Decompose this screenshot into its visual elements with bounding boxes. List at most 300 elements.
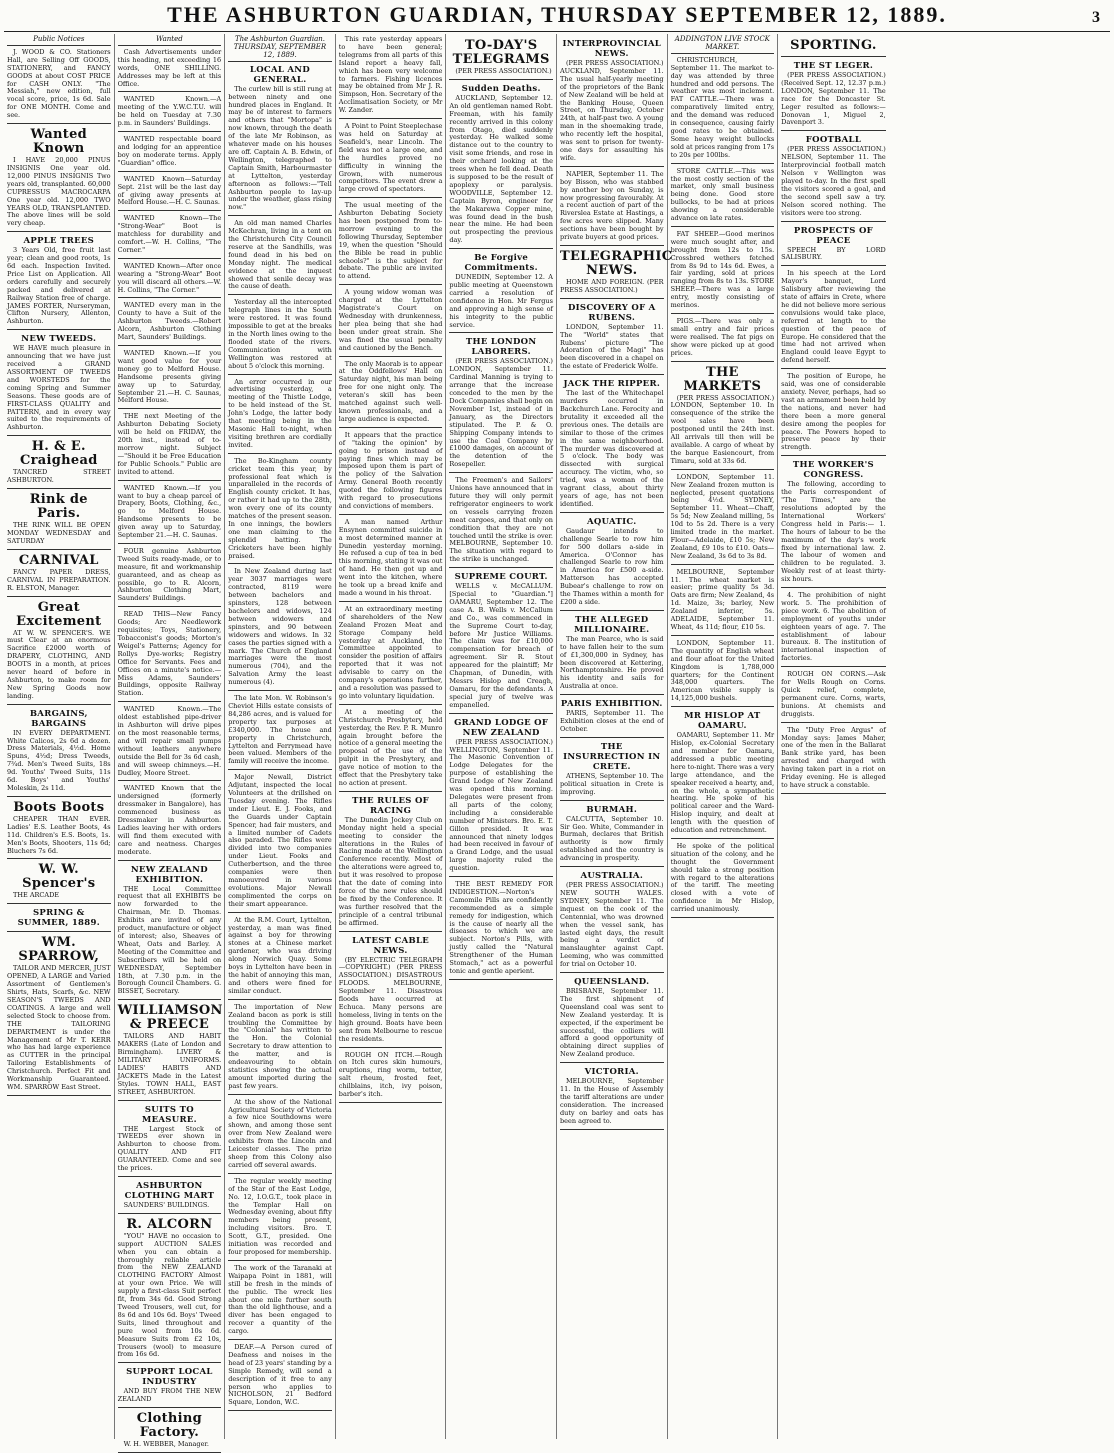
divider — [339, 1102, 443, 1103]
article-block — [118, 302, 222, 346]
divider — [449, 979, 553, 980]
article-text: (PER PRESS ASSOCIATION.) WELLINGTON, September 11. The Masonic Convention of Lodge Delegates for the purpose of establishing the Grand Lodge of New Zealand was opened this morning. Delegates were present from all parts of the colony, including a considerable number of Ministers. Bro. E. T. Gillon presided. It was announced that ninety lodges had been received in favour of a Grand Lodge, and the usual large majority ruled the question. — [449, 737, 553, 873]
article-text: BRISBANE, September 11. The first shipment of Queensland coal was sent to New Zealand yesterday. It is expected, if the experiment be successful, the colliers will afford a good opportunity of obtaining direct supplies of New Zealand produce. — [559, 987, 664, 1059]
article-block — [118, 413, 222, 480]
article-block — [560, 303, 664, 375]
article-text: FOUR genuine Ashburton Tweed Suits ready-made, or to measure, fit and workmanship guaranteed, and as cheap as possible, go to R. Alcorn, Ashburton Clothing Mart, Saunders' Buildings. — [117, 546, 222, 603]
article-text: J. WOOD & CO. Stationers Hall, are Selling Off GOODS, STATIONERY, and FANCY GOODS at about COST PRICE for CASH ONLY. "The Messiah," new edition, full vocal score, price, 1s 6d. Sale for ONE MONTH. Come and see. — [7, 47, 111, 120]
divider — [339, 791, 443, 792]
article-block — [7, 236, 111, 330]
article-text: CHEAPER THAN EVER. Ladies' E.S. Leather Boots, 4s 11d. Children's E.S. Boots, 1s. Men's Boots, Shooters, 11s 6d; Bluchers 7s 6d. — [7, 814, 111, 855]
divider — [449, 567, 553, 568]
divider — [118, 1213, 222, 1214]
article-text: The only Maorab is to appear at the Oddfellows' Hall on Saturday night, his man being free for one night only. The veteran's skill has been matched against such well-known professionals, and a large audience is expected. — [338, 359, 443, 423]
article-text: At an extraordinary meeting of shareholders of the New Zealand Frozen Meat and Storage Company held yesterday at Auckland, the Committee appointed to consider the position of affairs reported that it was not advisable to carry on the company's operations further, and a resolution was passed to go into voluntary liquidation. — [338, 604, 443, 700]
article-block — [7, 440, 111, 489]
article-block — [228, 917, 332, 1000]
article-block — [118, 176, 222, 212]
article-heading: PROSPECTS OF PEACE — [793, 225, 873, 246]
divider — [449, 248, 553, 249]
divider — [228, 1094, 332, 1095]
divider — [339, 356, 443, 357]
divider — [118, 131, 222, 132]
article-heading: BURMAH. — [586, 804, 638, 815]
article-text: (BY ELECTRIC TELEGRAPH—COPYRIGHT.) (PER PRESS ASSOCIATION.) DISASTROUS FLOODS. MELBOURNE, September 11. Disastrous floods have occurred at Echuca. Many persons are homeless, living in tents on the high ground. Boats have been sent from Melbourne to rescue the residents. — [338, 955, 443, 1043]
article-block — [118, 136, 222, 172]
divider — [781, 368, 886, 369]
article-text: "YOU" HAVE no occasion to support AUCTION SALES when you can obtain a thoroughly reliable article from the NEW ZEALAND CLOTHING FACTORY Almost at your own Price. We will supply a first-class Suit perfect fit, from 34s 6d. Good Strong Tweed Trousers, well cut, for 8s 6d and 10s 6d. Boys' Tweed Suits, lined throughout and pure wool from 10s 6d. Measure Suits from £2 10s, Trousers (wool) to measure from 16s 6d. — [117, 1231, 222, 1359]
article-heading: TO-DAY'S TELEGRAMS — [452, 38, 550, 67]
divider — [228, 215, 332, 216]
article-block — [781, 226, 886, 267]
article-heading: Boots Boots — [13, 799, 105, 815]
article-heading: CARNIVAL — [18, 552, 99, 568]
article-text: At a meeting of the Christchurch Presbytery, held yesterday, the Rev. P. R. Munro again brought before the notice of a general meeting the proposal of the use of the pulpit in the Presbytery, and gave notice of motion to the effect that the Presbytery take no action at present. — [338, 707, 443, 787]
article-block — [671, 711, 775, 839]
article-text: WANTED Known—The "Strong-Wear" Boot is matchless for durability and comfort.—W. H. Collins, "The Corner." — [117, 214, 222, 254]
article-block — [671, 318, 775, 362]
article-block — [228, 1265, 332, 1340]
divider — [118, 1176, 222, 1177]
article-text: MELBOURNE, September 11. In the House of Assembly the tariff alterations are under consideration. The increased duty on barley and oats has been agreed to. — [559, 1077, 664, 1125]
article-text: THE Local Committee request that all EXHIBITS be now forwarded to the Chairman, Mr. D. Thomas. Exhibits are invited of any product, manufacture or object of interest; also, Sheaves of Wheat, Oats and Barley. A Meeting of the Committee and Subscribers will be held on WEDNESDAY, September 18th, at 7.30 p.m. in the Borough Council Chambers. G. BISSET, Secretary. — [117, 884, 222, 996]
article-text: Yesterday all the intercepted telegraph lines in the South were restored. It was found impossible to get at the breaks in the North lines owing to the flooded state of the rivers. Communication with Wellington was restored at about 5 o'clock this morning. — [228, 298, 332, 370]
article-block — [781, 460, 886, 588]
divider — [671, 361, 775, 362]
article-heading: QUEENSLAND. — [574, 977, 650, 988]
article-block — [7, 863, 111, 904]
article-block — [7, 128, 111, 232]
article-text: (PER PRESS ASSOCIATION.) NEW SOUTH WALES. SYDNEY, September 11. The inquest on the cook of the Centennial, who was drowned when the vessel sank, has lasted eight days, the result being a verdict of manslaughter against Capt. Leeming, who was committed for trial on October 10. — [559, 881, 664, 969]
article-text: ROUGH ON ITCH.—Rough on Itch cures skin humours, eruptions, ring worm, tetter, salt rheum, frosted feet, chilblains, itch, ivy poison, barber's itch. — [338, 1050, 443, 1099]
newspaper-title: THE ASHBURTON GUARDIAN, THURSDAY SEPTEMBER 12, 1889. — [167, 2, 947, 27]
article-heading: THE INSURRECTION IN CRETE. — [563, 741, 661, 772]
article-text: At the show of the National Agricultural Society of Victoria a few nice Southdowns were shown, and among those sent over from New Zealand were exhibits from the Lincoln and Leicester classes. The prize sheep from this Colony also carried off several awards. — [228, 1097, 332, 1169]
article-block — [781, 39, 886, 57]
column-heading: Public Notices — [7, 36, 111, 46]
divider — [781, 265, 886, 266]
article-block — [118, 350, 222, 409]
article-text: W. H. WEBBER, Manager. — [123, 1440, 209, 1449]
article-heading: WILLIAMSON & PREECE — [117, 1003, 223, 1033]
article-text: The man Pearce, who is said to have fallen heir to the sum of £1,300,000 in Sydney, has been discovered at Kettering, Northamptonshire. He proved his identity and sails for Australia at once. — [559, 634, 664, 691]
article-text: WANTED Known that the undersigned (formerly dressmaker in Bangalore), has commenced business as Dressmaker in Ashburton. Ladies leaving her with orders will find them executed with care and neatness. Charges moderate. — [117, 784, 222, 856]
article-text: WANTED Known.—If you want to buy a cheap parcel of Drapery, Boots, Clothing, &c., go to Melford House. Handsome presents to be given away up to Saturday, September 21.—H. C. Saunas. — [117, 483, 222, 540]
article-block — [559, 248, 673, 299]
divider — [7, 796, 111, 797]
divider — [339, 118, 443, 119]
article-block — [339, 709, 443, 792]
article-text: (PER PRESS ASSOCIATION.) LONDON, September 11. Cardinal Manning is trying to arrange that the increase conceded to the men by the Dock Companies shall begin on November 1st, instead of in January, as the Directors stipulated. The P. & O. Shipping Company intends to use the Coal Company by £1000 damages, on account of the detention of the Rosepeller. — [449, 357, 553, 469]
divider — [339, 704, 443, 705]
divider — [560, 800, 664, 801]
article-block — [339, 123, 443, 198]
divider — [228, 690, 332, 691]
divider — [7, 549, 111, 550]
article-text: THE ARCADE — [13, 891, 60, 900]
article-block — [7, 493, 111, 550]
divider — [671, 706, 775, 707]
article-text: Gaudaur intends to challenge Searle to row him for 500 dollars a-side in America. O'Connor has challenged Searle to row him in America for £500 a-side. Matterson has accepted Bubear's challenge to row on the Thames within a month for £200 a side. — [559, 526, 664, 606]
divider — [449, 713, 553, 714]
article-heading: TELEGRAPHIC NEWS. — [559, 248, 673, 278]
divider — [339, 197, 443, 198]
divider — [118, 860, 222, 861]
article-text: WANTED respectable board and lodging for an apprentice boy on moderate terms. Apply "Guardian" office. — [117, 135, 222, 167]
divider — [671, 226, 775, 227]
article-block — [118, 1004, 222, 1100]
article-block — [118, 1105, 222, 1177]
article-block — [118, 215, 222, 259]
divider — [118, 171, 222, 172]
article-text: The regular weekly meeting of the Star of the East Lodge, No. 12, I.O.G.T., took place in the Templar Hall on Wednesday evening, about fifty members being present, including visitors. Bro. T. Scott, G.T., presided. One initiation was recorded and four proposed for membership. — [228, 1176, 332, 1256]
article-text: (PER PRESS ASSOCIATION.) (Received Sept. 12, 12.37 p.m.) LONDON, September 11. The race for the Doncaster St. Leger resulted as follows:— Donovan 1, Miguel 2, Davenport 3. — [781, 71, 886, 127]
article-text: (PER PRESS ASSOCIATION.) AUCKLAND, September 11. The usual half-yearly meeting of the proprietors of the Bank of New Zealand will be held at the Banking House, Queen Street, on Thursday, October 24th, at half-past two. A young man in the shoemaking trade, who recently left the hospital, was sent to prison for twenty-one days for assaulting his wife. — [559, 59, 664, 162]
divider — [560, 245, 664, 246]
article-block — [7, 334, 111, 436]
divider — [449, 472, 553, 473]
article-block — [560, 39, 664, 167]
article-heading: DISCOVERY OF A RUBENS. — [567, 302, 656, 323]
divider — [671, 469, 775, 470]
article-text: MELBOURNE, September 11. The wheat market is easier; prime quality 5s 3d. Oats are firm; New Zealand, 4s 1d. Maize, 3s; barley, New Zealand inferior, 5s. ADELAIDE, September 11. Wheat, 4s 11d; flour, £10 5s. — [670, 567, 775, 631]
article-heading: THE RULES OF RACING — [352, 795, 430, 816]
divider — [7, 931, 111, 932]
article-block — [560, 379, 664, 513]
article-text: A young widow woman was charged at the Lyttelton Magistrate's Court on Wednesday with drunkenness, her plea being that she had been under great strain. She was fined the usual penalty and cautioned by the Bench. — [338, 288, 443, 352]
article-text: Cash Advertisements under this heading, not exceeding 16 words, ONE SHILLING. Addresses may be left at this Office. — [117, 47, 222, 88]
article-block — [228, 299, 332, 374]
article-text: LONDON, September 11. The "World" states that Rubens' picture "The Adoration of the Magi" has been discovered in a chapel on the estate of Frederick Wolfe. — [559, 322, 664, 371]
article-text: The importation of New Zealand bacon as pork is still troubling the Committee by the "Colonial" has written to the Hon. the Colonial Secretary to draw attention to the matter, and is endeavouring to obtain statistics showing the actual amount imported during the past few years. — [228, 1002, 332, 1090]
article-heading: SUPREME COURT. — [454, 572, 548, 583]
article-text: A Point to Point Steeplechase was held on Saturday at Seafield's, near Lincoln. The field was not a large one, and the hurdles proved no difficulty in winning the Grown, with numerous competitors. The event drew a large crowd of spectators. — [338, 122, 443, 194]
column-heading: Wanted — [118, 36, 222, 46]
article-text: FAT SHEEP.—Good merinos were much sought after, and brought from 12s to 15s. Crossbred wethers fetched from 8s 9d to 14s 6d. Ewes, a fair yarding, sold at prices ranging from 8s to 13s. STORE SHEEP.—There was a large entry, mostly consisting of merinos. — [670, 229, 775, 310]
article-block — [228, 1344, 332, 1411]
article-block — [449, 477, 553, 568]
divider — [671, 838, 775, 839]
divider — [118, 1407, 222, 1408]
article-block — [781, 270, 886, 369]
article-text: WELLS v. McCALLUM. [Special to "Guardian."] OAMARU, September 12. The case A. B. Wells v. McCallum and Co., was commenced in the Supreme Court to-day, before Mr Justice Williams. The claim was for £10,000 compensation for breach of agreement. Sir R. Stout appeared for the plaintiff; Mr Chapman, of Dunedin, with Messrs Hislop and Creagh, Oamaru, for the defendants. A special jury of twelve was empanelled. — [449, 582, 553, 709]
divider — [7, 903, 111, 904]
divider — [560, 737, 664, 738]
article-text: SAUNDERS' BUILDINGS. — [123, 1200, 210, 1209]
divider — [560, 374, 664, 375]
article-block — [228, 695, 332, 770]
article-heading: ASHBURTON CLOTHING MART — [124, 1180, 215, 1201]
divider — [339, 284, 443, 285]
divider — [118, 258, 222, 259]
article-block — [671, 843, 775, 918]
article-text: WANTED Known.—A meeting of the Y.W.C.T.U. will be held on Tuesday at 7.30 p.m. in Saunders' Buildings. — [117, 95, 222, 128]
article-heading: R. ALCORN — [126, 1216, 213, 1232]
divider — [118, 210, 222, 211]
divider — [118, 543, 222, 544]
article-block — [560, 517, 664, 611]
article-text: CALCUTTA, September 10. Sir Geo. White, Commander in Burmah, declares that British authority is now firmly established and the country is advancing in prosperity. — [559, 814, 664, 863]
article-text: The Bo-Kingham county cricket team this year, by professional feat which is unparalleled in the records of English county cricket. It has, or rather it had up to the 28th, won every one of its county matches of the present season. In one innings, the bowlers one man claiming to the splendid batting. The Cricketers have been highly praised. — [228, 456, 332, 560]
divider — [339, 514, 443, 515]
article-text: An error occurred in our advertising yesterday, a meeting of the Thistle Lodge, to be held instead of the St. John's Lodge, the latter body that meeting being in the Masonic Hall to-night, when visiting brethren are cordially invited. — [228, 377, 332, 449]
article-text: HOME AND FOREIGN. (PER PRESS ASSOCIATION.) — [559, 277, 664, 294]
article-block — [228, 379, 332, 454]
article-block — [228, 65, 332, 217]
divider — [228, 1410, 332, 1411]
article-text: The curlew bill is still rung at between ninety and one hundred places in England. It may be of interest to farmers and others that "Mortopa" is now known, through the death of the late Mr Robinson, as whatever made on his houses are off. Captain A. B. Edwin, of Wellington, telegraphed to Captain Smith, Harbourmaster at Lyttelton, yesterday afternoon as follows:—"Tell Ashburton people to lay-up under the weather, glass rising now." — [228, 84, 332, 212]
article-block — [339, 1052, 443, 1103]
article-block — [118, 1412, 222, 1453]
article-block — [7, 936, 111, 1096]
article-text: OAMARU, September 11. Mr Hislop, ex-Colonial Secretary and member for Oamaru, addressed a public meeting here to-night. There was a very large attendance, and the speaker received a hearty, and, on the whole, a sympathetic hearing. He spoke of his political career and the Ward-Hislop inquiry, and dealt at length with the question of education and retrenchment. — [670, 731, 775, 835]
divider — [7, 858, 111, 859]
divider — [228, 453, 332, 454]
article-block — [560, 1067, 664, 1129]
column-8 — [778, 34, 889, 1439]
article-text: It appears that the practice of "taking the opinion" by going to prison instead of paying fines which may be imposed upon them is part of the policy of the Salvation Army. General Booth recently quoted the following figures with regard to prosecutions and convictions of members. — [338, 430, 443, 510]
article-block — [560, 805, 664, 867]
divider — [118, 297, 222, 298]
article-heading: WM. SPARROW, — [18, 935, 100, 965]
article-heading: Sudden Deaths. — [461, 83, 541, 94]
column-5 — [446, 34, 557, 1439]
article-text: AUCKLAND, September 12. An old gentleman named Robt. Freeman, with his family recently arrived in this colony from Otago, died suddenly yesterday. He walked some distance out to the country to visit some friends, and rose in their orchard looking at the trees when he fell dead. Death is supposed to be the result of apoplexy or paralysis. WOODVILLE, September 12. Captain Byron, engineer for the Makarewa Copper mine, was found dead in the bush near the mine. He had been out prospecting the previous day. — [449, 93, 553, 245]
article-block — [228, 458, 332, 565]
article-block — [118, 1218, 222, 1364]
article-text: READ THIS—New Fancy Goods; Arc Needlework requisites; Toys, Stationery, Tobacconist's goods; Morton's Weigel's Patterns; Agency for Rollys Dye-works; Registry Office for Servants. Fees and Offices on a minute's notice.—Miss Adams, Saunders' Buildings, opposite Railway Station. — [117, 610, 222, 698]
divider — [449, 876, 553, 877]
article-text: A man named Arthur Ensynen committed suicide in a most determined manner at Dunedin yesterday morning. He refused a cup of tea in bed this morning, stating it was out of hand. He then got up and went into the kitchen, where he took up a bread knife and made a wound in his throat. — [338, 517, 443, 597]
article-block — [449, 572, 553, 714]
divider — [560, 512, 664, 513]
divider — [781, 587, 886, 588]
article-block — [560, 699, 664, 738]
article-block — [228, 774, 332, 912]
article-heading: SUITS TO MEASURE. — [141, 1104, 197, 1125]
article-heading: SPRING & SUMMER, 1889. — [17, 908, 100, 929]
columns-container — [4, 34, 1110, 1449]
divider — [228, 294, 332, 295]
article-block — [7, 709, 111, 797]
divider — [118, 701, 222, 702]
divider — [449, 332, 553, 333]
article-block — [118, 1181, 222, 1214]
article-text: SPEECH BY LORD SALISBURY. — [781, 245, 886, 262]
article-block — [339, 202, 443, 285]
masthead — [4, 2, 1110, 32]
article-block — [7, 801, 111, 860]
article-block — [118, 1367, 222, 1408]
divider — [781, 666, 886, 667]
divider — [7, 488, 111, 489]
article-block — [339, 936, 443, 1048]
divider — [671, 313, 775, 314]
divider — [339, 1047, 443, 1048]
divider — [228, 563, 332, 564]
article-text: THE Largest Stock of TWEEDS ever shown in Ashburton to choose from. QUALITY AND FIT GUARANTEED. Come and see the prices. — [117, 1124, 222, 1173]
article-text: This rate yesterday appears to have been general; telegrams from all parts of this Island report a heavy fall, which has been very welcome to farmers. Fishing licences may be obtained from Mr J. R. Simpson, Hon. Secretary of the Acclimatisation Society, or Mr W. Zander. — [338, 35, 443, 115]
article-heading: H. & E. Craighead — [20, 439, 98, 469]
divider — [118, 91, 222, 92]
article-text: The work of the Taranaki at Waipapa Point in 1881, will still be fresh in the minds of the public. The wreck lies about one mile further south than the old lighthouse, and a diver has been engaged to recover a quantity of the cargo. — [228, 1263, 332, 1336]
divider — [7, 435, 111, 436]
article-block — [339, 36, 443, 119]
article-block — [118, 865, 222, 1001]
article-text: Major Newall, District Adjutant, inspected the local Volunteers at the drillshed on Tuesday evening. The Rifles under Lieut. E. J. Fooks, and the Guards under Captain Spencer, had fair musters, and a limited number of Cadets also paraded. The Rifles were divided into two companies under Lieut. Fooks and Cutherbertson, and the three companies were then manoeuvred in various evolutions. Major Newall complimented the corps on their smart appearance. — [228, 773, 332, 908]
column-4 — [336, 34, 447, 1439]
article-block — [671, 640, 775, 707]
article-heading: SPORTING. — [790, 38, 877, 53]
article-heading: AUSTRALIA. — [580, 871, 644, 882]
divider — [560, 298, 664, 299]
article-block — [671, 168, 775, 227]
article-block — [339, 519, 443, 602]
article-text: THE next Meeting of the Ashburton Debating Society will be held on FRIDAY, the 20th inst., instead of to-morrow night. Subject—"Should it be Free Education for Public Schools." Public are invited to attend. — [117, 412, 222, 476]
article-block — [118, 49, 222, 93]
article-text: The Dunedin Jockey Club on Monday night held a special meeting to consider the alterations in the Rules of Racing made at the Wellington Conference recently. Most of the alterations were agreed to, but it was resolved to propose that the date of coming into force of the new rules should be fixed by the Conference. It was further resolved that the principle of a central tribunal be affirmed. — [338, 815, 443, 927]
article-text: The following, according to the Paris correspondent of "The Times," are the resolutions adopted by the International Workers' Congress held in Paris:— 1. The hours of labour to be the maximum of the day's work fixed by international law. 2. The labour of women and children to be regulated. 3. Weekly rest of at least thirty-six hours. — [781, 480, 886, 584]
divider — [671, 635, 775, 636]
divider — [781, 722, 886, 723]
article-heading: THE MARKETS — [683, 364, 762, 394]
article-text: LONDON, September 11. New Zealand frozen mutton is neglected, present quotations being 4½d. SYDNEY, September 11. Wheat—Chaff, 5s 5d; New Zealand milling, 5s 10d to 5s 2d. There is a very limited trade in the market. Flour—Adelaide, £10 5s; New Zealand, £9 10s to £10. Oats—New Zealand, 3s 6d to 3s 8d. — [670, 472, 775, 560]
article-heading: AQUATIC. — [586, 516, 637, 527]
divider — [781, 221, 886, 222]
article-text: PIGS.—There was only a small entry and fair prices were realised. The fat pigs on show were picked up at good prices. — [670, 317, 775, 357]
article-block — [449, 337, 553, 473]
article-block — [118, 548, 222, 607]
article-block — [339, 606, 443, 705]
article-text: WANTED Known.—The oldest established pipe-driver in Ashburton will drive pipes on the most reasonable terms, and will repair small pumps without leathers anywhere outside the Bell for 3s 6d cash, and will sweep chimneys.—H. Dudley, Moore Street. — [117, 705, 222, 777]
article-block — [228, 568, 332, 691]
article-heading: NEW ZEALAND EXHIBITION. — [130, 864, 208, 885]
article-text: AT W. W. SPENCER'S. WE must Clear at an enormous Sacrifice £2000 worth of DRAPERY, CLOTHING, AND BOOTS in a month, at prices never heard of before in Ashburton, to make room for New Spring Goods now landing. — [7, 628, 111, 700]
article-block — [118, 785, 222, 860]
divider — [118, 1100, 222, 1101]
divider — [118, 480, 222, 481]
article-block — [7, 554, 111, 597]
article-text: At the R.M. Court, Lyttelton, yesterday, a man was fined against a boy for throwing stones at a Chinese market gardener, who was driving along Norwich Quay. Some boys in Lyttelton have been in the habit of annoying this man, and others were fined for similar conduct. — [228, 915, 332, 995]
article-block — [228, 1178, 332, 1261]
article-block — [449, 39, 553, 80]
article-block — [449, 253, 553, 333]
divider — [118, 999, 222, 1000]
article-heading: SUPPORT LOCAL INDUSTRY — [126, 1367, 213, 1388]
article-text: THE BEST REMEDY FOR INDIGESTION.—Norton's Camomile Pills are confidently recommended as a simple remedy for indigestion, which is the cause of nearly all the diseases to which we are subject. Norton's Pills, with justly called the "Natural Strengthener of the Human Stomach," act as a powerful tonic and gentle aperient. — [449, 880, 553, 975]
article-block — [560, 871, 664, 973]
divider — [560, 972, 664, 973]
divider — [228, 1173, 332, 1174]
article-block — [781, 671, 886, 722]
article-block — [7, 49, 111, 124]
article-text: In his speech at the Lord Mayor's banquet, Lord Salisbury after reviewing the state of affairs in Crete, where he did not believe more serious convulsions would take place, referred at length to the question of the peace of Europe. He considered that the time had not arrived when England could leave Egypt to defend herself. — [781, 269, 886, 365]
divider — [228, 374, 332, 375]
article-text: TAILORS AND HABIT MAKERS (Late of London and Birmingham). LIVERY & MILITARY UNIFORMS. LADIES' HABITS AND JACKETS Made in the Latest Styles. TOWN HALL, EAST STREET, ASHBURTON. — [117, 1032, 222, 1096]
article-text: WANTED Known—Saturday Sept. 21st will be the last day of giving away presents at Melford House.—H. C. Saunas. — [117, 174, 222, 207]
article-text: The usual meeting of the Ashburton Debating Society has been postponed from to-morrow evening to the following Thursday, September 19, when the question "Should the Bible be read in public schools?" is the subject for debate. The public are invited to attend. — [338, 201, 443, 281]
divider — [7, 1095, 111, 1096]
divider — [781, 793, 886, 794]
article-text: IN EVERY DEPARTMENT. White Calicos, 2s 6d a dozen. Dress Materials, 4½d. Home Spuns, 4½d; Dress Tweeds, 7¾d. Men's Tweed Suits, 18s 9d. Youths' Tweed Suits, 11s 6d. Boys' and Youths' Moleskin, 2s 11d. — [7, 728, 111, 792]
article-text: AND BUY FROM THE NEW ZEALAND — [117, 1387, 222, 1404]
article-block — [560, 171, 664, 246]
column-6 — [557, 34, 673, 1439]
article-block — [7, 601, 111, 705]
article-block — [449, 84, 553, 249]
divider — [671, 163, 775, 164]
divider — [118, 606, 222, 607]
divider — [671, 917, 775, 918]
article-text: WANTED every man in the County to have a Suit of the Ashburton Tweeds.—Robert Alcorn, Ashburton Clothing Mart, Saunders' Buildings. — [117, 301, 222, 342]
divider — [118, 345, 222, 346]
article-text: STORE CATTLE.—This was the most costly section of the market, only small business being done. Good store bullocks, to be had at prices showing a considerable advance on late rates. — [670, 166, 775, 223]
article-block — [228, 1004, 332, 1095]
article-text: THE RINK WILL BE OPEN MONDAY WEDNESDAY and SATURDAY — [7, 521, 111, 545]
article-heading: Rink de Paris. — [29, 492, 88, 522]
article-block — [228, 1099, 332, 1174]
column-heading: ADDINGTON LIVE STOCK MARKET. — [671, 36, 775, 54]
article-text: 3 Years Old, free fruit last year; clean and good roots, 1s 6d each. Inspection Invited. Price List on Application. All orders carefully and securely packed and delivered at Railway Station free of charge. JAMES FORTER, Nurseryman, Clifton Nursery, Allenton, Ashburton. — [7, 246, 111, 326]
article-text: (PER PRESS ASSOCIATION.) NELSON, September 11. The Interprovincial football match Nelson v Wellington was played to-day. In the first spell the visitors scored a goal, and the second spell saw a try. Nelson scored nothing. The visitors were too strong. — [781, 145, 886, 217]
article-heading: THE WORKER'S CONGRESS. — [792, 460, 874, 481]
article-text: TAILOR AND MERCER, JUST OPENED, A LARGE and Varied Assortment of Gentlemen's Shirts, Hats, Scarfs, &c. NEW SEASON'S TWEEDS AND COATINGS. A large and well selected Stock to choose from. THE TAILORING DEPARTMENT is under the Management of Mr T. KERR who has had large experience as CUTTER in the principal Tailoring Establishments of Christchurch. Perfect Fit and Workmanship Guaranteed. WM. SPARROW East Street. — [7, 964, 111, 1091]
article-block — [339, 361, 443, 428]
article-block — [560, 742, 664, 801]
article-text: The Freemen's and Sailors' Unions have announced that in future they will only permit refrigerator engineers to work on vessels carrying frozen meat cargoes, and that only on condition that they are not touched until the strike is over. MELBOURNE, September 10. The situation with regard to the strike is unchanged. — [449, 476, 553, 564]
article-block — [781, 373, 886, 456]
article-text: CHRISTCHURCH, September 11. The market to-day was attended by three hundred and odd persons. The weather was most inclement. FAT CATTLE.—There was a comparatively limited entry, and the demand was reduced in consequence, causing fairly good rates to be obtained. Some heavy weight bullocks sold at prices ranging from 17s to 20s per 100lbs. — [670, 55, 775, 159]
article-text: WANTED Known—After once wearing a "Strong-Wear" Boot you will discard all others.—W. H. Collins, "The Corner." — [117, 261, 222, 294]
article-text: The position of Europe, he said, was one of considerable anxiety. Never, perhaps, had so vast an armament been held by the nations, and never had there been a more general desire among the peoples for peace. The Powers hoped to preserve peace by their strength. — [781, 372, 886, 452]
article-block — [118, 263, 222, 299]
article-text: TANCRED STREET ASHBURTON. — [7, 468, 111, 485]
article-text: LONDON, September 11. The quantity of English wheat and flour afloat for the United Kingdom is 1,788,000 quarters; for the Continent 348,000 quarters. The American visible supply is 14,125,000 bushels. — [670, 638, 775, 703]
article-text: NAPIER, September 11. The boy Bisson, who was stabbed by another boy on Sunday, is now progressing favourably. At a recent auction of part of the Riverslea Estate at Hastings, a few acres were slipped. Many sections have been bought by private buyers at good prices. — [559, 169, 664, 242]
article-text: PARIS, September 11. The Exhibition closes at the end of October. — [559, 709, 664, 733]
divider — [339, 601, 443, 602]
divider — [228, 912, 332, 913]
article-text: ATHENS, September 10. The political situation in Crete is improving. — [559, 771, 664, 796]
article-heading: Wanted Known — [30, 127, 88, 157]
article-text: DEAF.—A Person cured of Deafness and noises in the head of 23 years' standing by a Simple Remedy, will send a description of it free to any person who applies to NICHOLSON, 21 Bedford Square, London, W.C. — [228, 1343, 332, 1407]
article-block — [449, 718, 553, 877]
divider — [560, 610, 664, 611]
article-heading: JACK THE RIPPER. — [563, 379, 661, 390]
article-heading: MR HISLOP AT OAMARU. — [684, 711, 761, 732]
divider — [228, 999, 332, 1000]
article-block — [671, 474, 775, 565]
article-heading: LATEST CABLE NEWS. — [352, 935, 430, 956]
article-heading: THE ST LEGER. — [793, 61, 874, 71]
article-block — [118, 706, 222, 781]
divider — [7, 329, 111, 330]
article-heading: APPLE TREES — [23, 236, 95, 247]
divider — [560, 166, 664, 167]
article-block — [118, 485, 222, 544]
column-heading: The Ashburton Guardian. THURSDAY, SEPTEMBER 12, 1889. — [228, 36, 332, 62]
article-heading: W. W. Spencer's — [22, 862, 96, 892]
article-heading: Be Forgive Commitments. — [464, 253, 538, 274]
article-block — [339, 289, 443, 356]
article-block — [560, 977, 664, 1063]
article-text: An old man named Charles McKechran, living in a tent on the Christchurch City Council reserve at the Sandhills, was found dead in his bed on Monday night. The medical evidence at the inquest showed that senile decay was the cause of death. — [228, 219, 332, 291]
column-7 — [668, 34, 779, 1439]
divider — [781, 56, 886, 57]
article-heading: Clothing Factory. — [136, 1411, 203, 1441]
article-heading: BARGAINS, BARGAINS — [29, 708, 88, 729]
article-text: The late Mon. W. Robinson's Cheviot Hills estate consists of 84,286 acres, and is valued for property tax purposes at £340,000. The house and property in Christchurch, Lyttelton and Ferrymead have been valued. Members of the family will receive the income. — [228, 694, 332, 766]
